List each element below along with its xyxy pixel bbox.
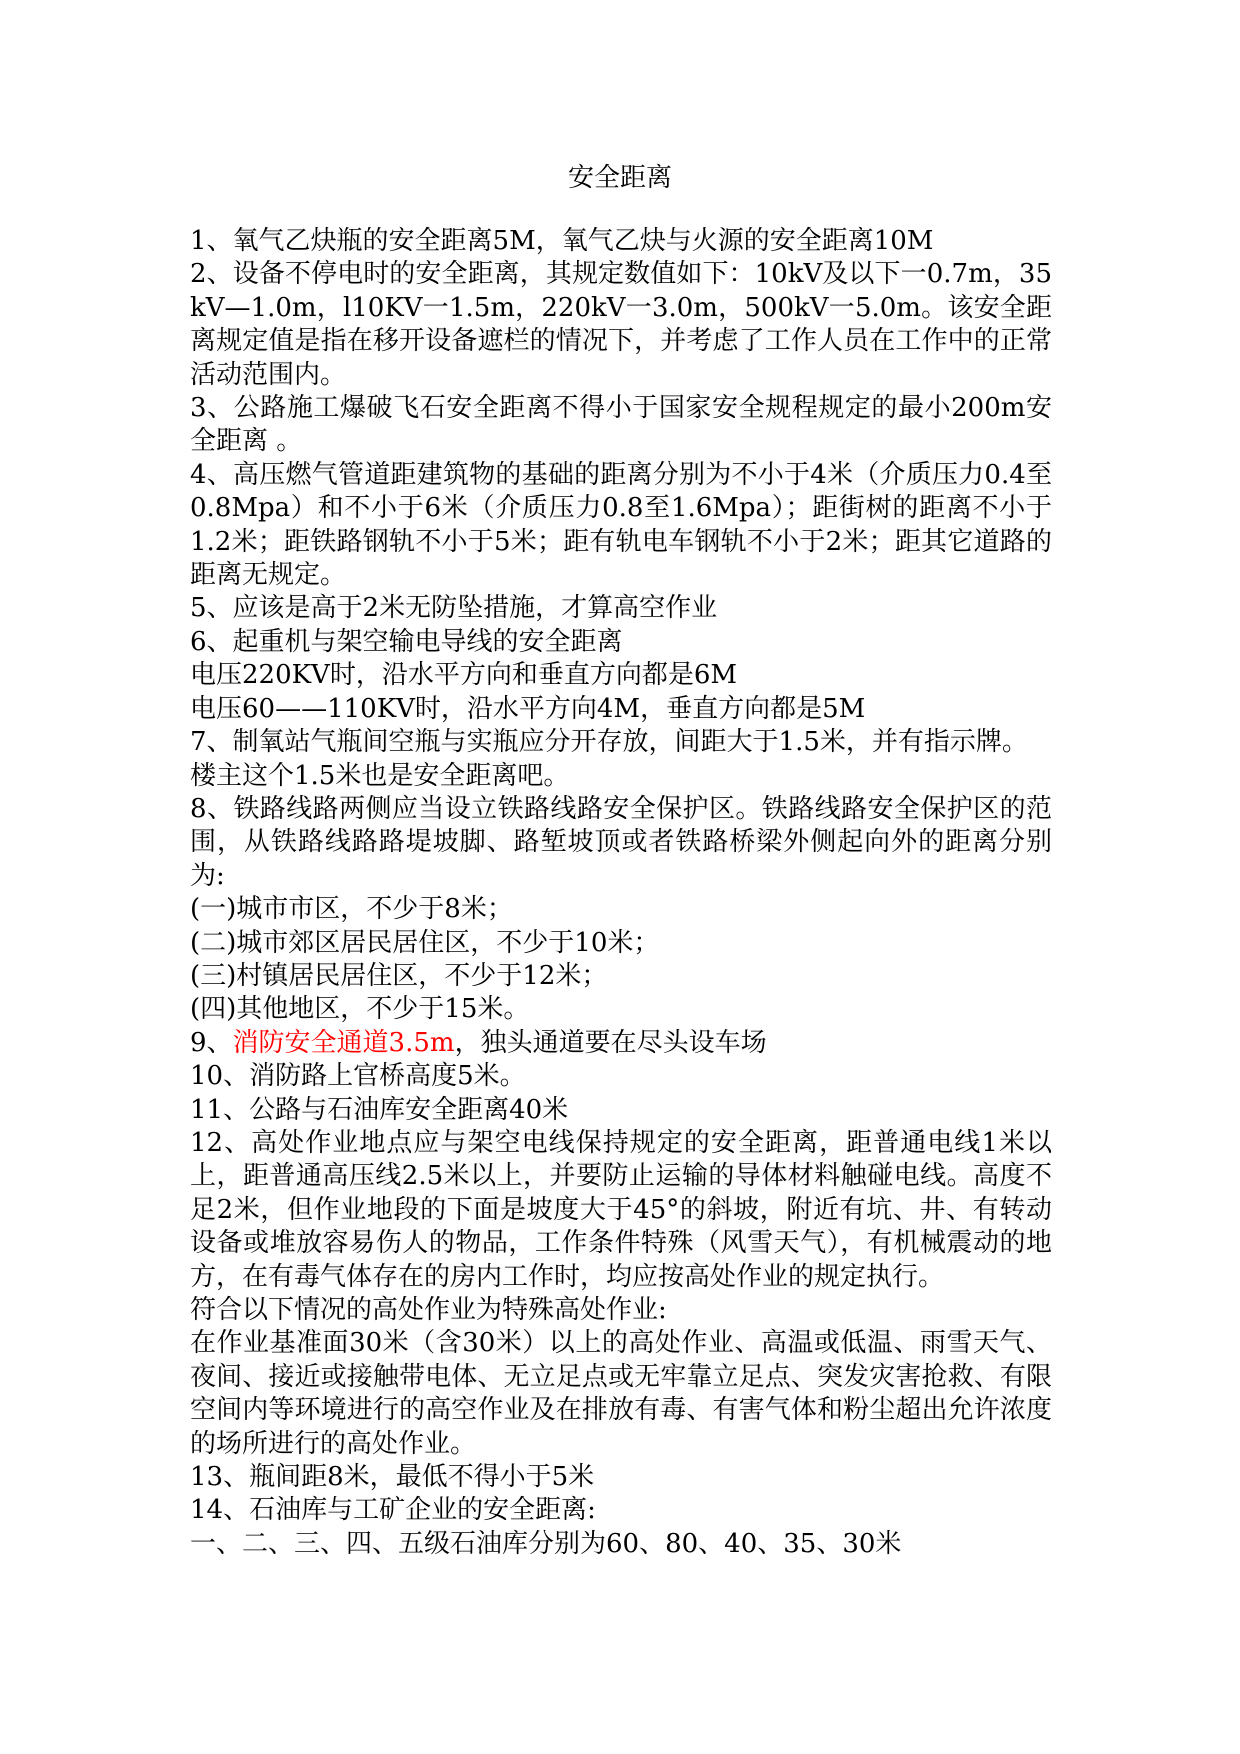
item9-highlight: 消防安全通道3.5m <box>232 1027 455 1058</box>
item9-prefix: 9、 <box>190 1027 233 1058</box>
paragraph-oil-depot-levels: 一、二、三、四、五级石油库分别为60、80、40、35、30米 <box>190 1528 902 1559</box>
paragraph-rail-urban: (一)城市市区，不少于8米； <box>190 894 513 925</box>
paragraph-rail-village: (三)村镇居民居住区，不少于12米； <box>190 960 608 991</box>
paragraph-item-6: 6、起重机与架空输电导线的安全距离 <box>190 626 623 657</box>
paragraph-rail-suburban: (二)城市郊区居民居住区，不少于10米； <box>190 927 660 958</box>
paragraph-special-work-detail: 在作业基准面30米（含30米）以上的高处作业、高温或低温、雨雪天气、夜间、接近或接触带电体、无立足点或无牢靠立足点、突发灾害抢救、有限空间内等环境进行的高空作业及在排放有毒、有害气体和粉尘超出允许浓度的场所进行的高处作业。 <box>190 1328 1052 1459</box>
document-title: 安全距离 <box>567 163 672 193</box>
paragraph-item-13: 13、瓶间距8米，最低不得小于5米 <box>190 1462 595 1493</box>
item9-suffix: ，独头通道要在尽头设车场 <box>454 1027 767 1058</box>
paragraph-special-work-intro: 符合以下情况的高处作业为特殊高处作业: <box>190 1295 667 1325</box>
paragraph-voltage-60-110kv: 电压60——110KV时，沿水平方向4M，垂直方向都是5M <box>190 693 866 724</box>
paragraph-item-3: 3、公路施工爆破飞石安全距离不得小于国家安全规程规定的最小200m安全距离 。 <box>190 393 1052 457</box>
paragraph-item-12: 12、高处作业地点应与架空电线保持规定的安全距离，距普通电线1米以上，距普通高压线2.5米以上，并要防止运输的导体材料触碰电线。高度不足2米，但作业地段的下面是坡度大于45°的斜坡，附近有坑、井、有转动设备或堆放容易伤人的物品，工作条件特殊（风雪天气），有机械震动的地方，在有毒气体存在的房内工作时，均应按高处作业的规定执行。 <box>190 1127 1052 1292</box>
paragraph-item-14: 14、石油库与工矿企业的安全距离: <box>190 1495 596 1526</box>
paragraph-item-10: 10、消防路上官桥高度5米。 <box>190 1061 526 1092</box>
paragraph-item-4: 4、高压燃气管道距建筑物的基础的距离分别为不小于4米（介质压力0.4至0.8Mpa）和不小于6米（介质压力0.8至1.6Mpa）；距街树的距离不小于1.2米；距铁路钢轨不小于5米；距有轨电车钢轨不小于2米；距其它道路的距离无规定。 <box>190 459 1052 591</box>
document-body <box>190 225 1052 1561</box>
paragraph-item-9 <box>190 1027 1052 1060</box>
paragraph-item-8: 8、铁路线路两侧应当设立铁路线路安全保护区。铁路线路安全保护区的范围，从铁路线路路堤坡脚、路堑坡顶或者铁路桥梁外侧起向外的距离分别为: <box>190 793 1052 891</box>
paragraph-item-2: 2、设备不停电时的安全距离，其规定数值如下：10kV及以下一0.7m，35kV—1.0m，l10KV一1.5m，220kV一3.0m，500kV一5.0m。该安全距离规定值是指在移开设备遮栏的情况下，并考虑了工作人员在工作中的正常活动范围内。 <box>190 259 1052 390</box>
paragraph-item-11: 11、公路与石油库安全距离40米 <box>190 1094 569 1125</box>
paragraph-item-1: 1、氧气乙炔瓶的安全距离5M，氧气乙炔与火源的安全距离10M <box>190 226 934 256</box>
paragraph-item-5: 5、应该是高于2米无防坠措施，才算高空作业 <box>190 593 718 624</box>
paragraph-voltage-220kv: 电压220KV时，沿水平方向和垂直方向都是6M <box>190 660 737 691</box>
paragraph-item-7: 7、制氧站气瓶间空瓶与实瓶应分开存放，间距大于1.5米，并有指示牌。 <box>190 727 1028 758</box>
paragraph-rail-other: (四)其他地区，不少于15米。 <box>190 994 530 1025</box>
paragraph-comment: 楼主这个1.5米也是安全距离吧。 <box>190 760 570 791</box>
